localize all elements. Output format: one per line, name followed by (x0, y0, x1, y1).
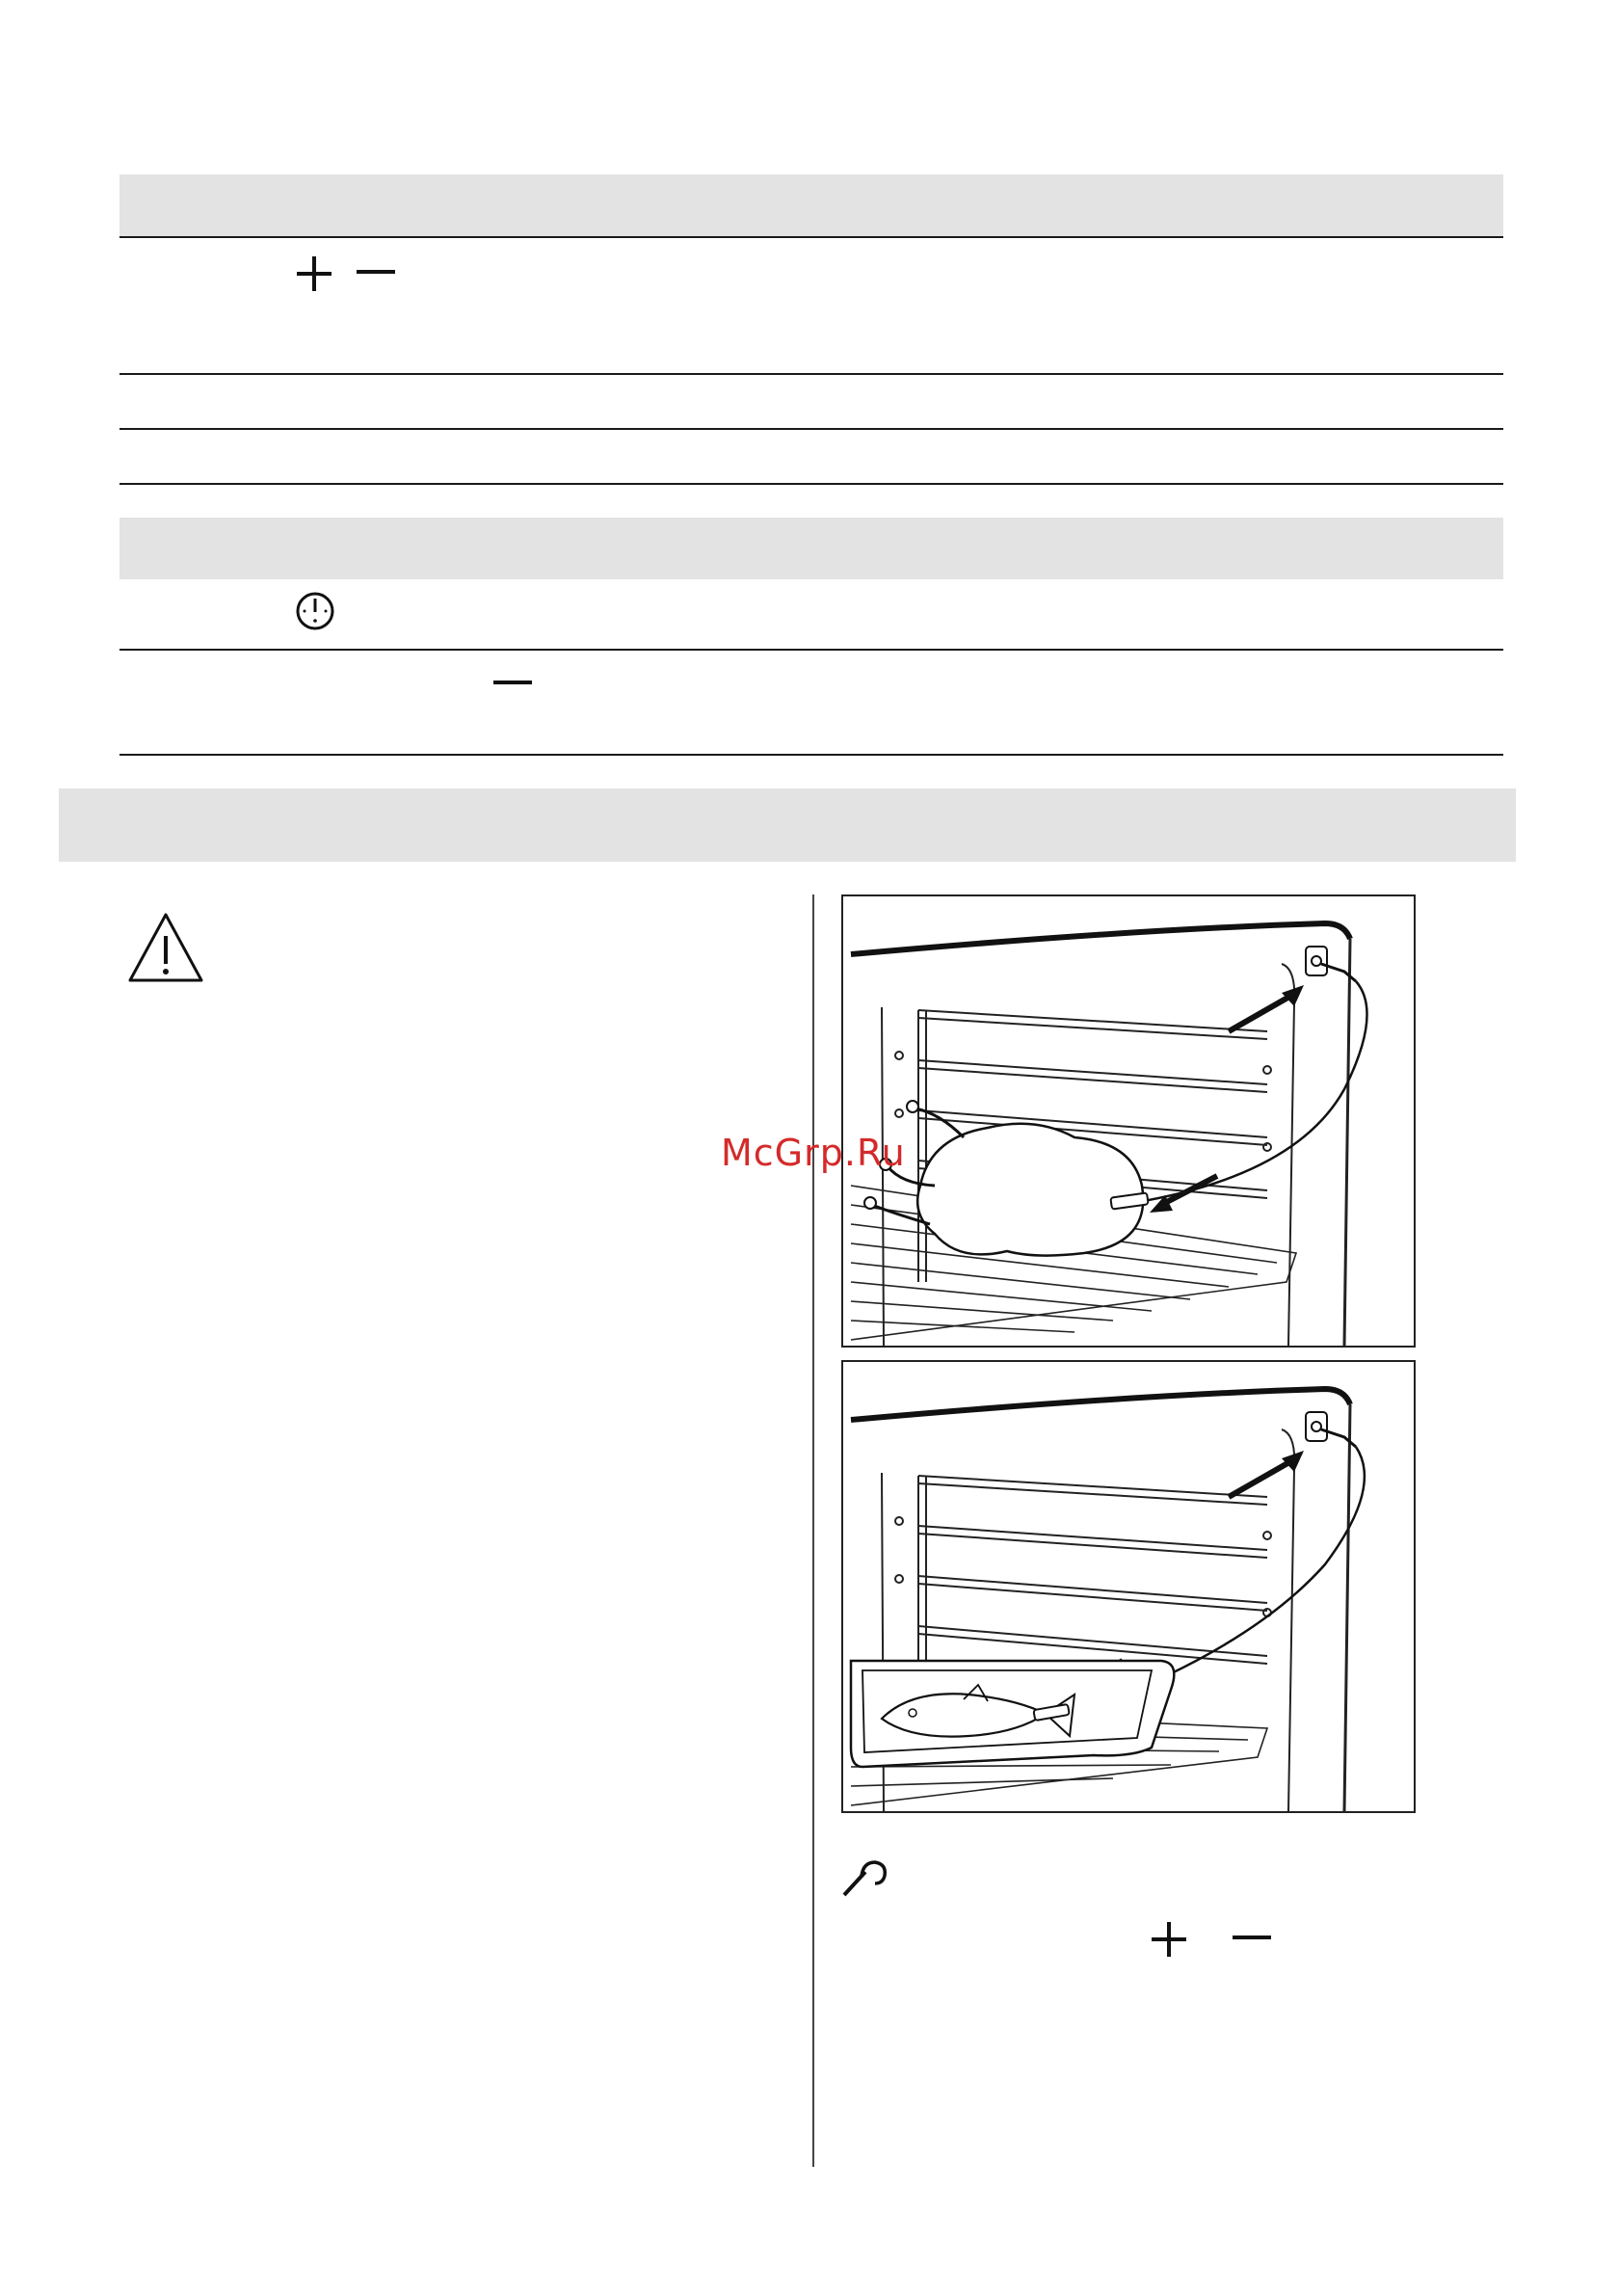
table-header-rule (119, 649, 1503, 651)
minus-icon (1231, 1920, 1273, 1959)
table-header-band (119, 518, 1503, 579)
minus-icon (491, 668, 534, 697)
plus-icon (1150, 1920, 1188, 1959)
section-heading-band (59, 788, 1516, 862)
table-header-band (119, 174, 1503, 236)
table-bottom-rule (119, 483, 1503, 485)
table-header-rule (119, 236, 1503, 238)
plus-icon (295, 254, 333, 293)
meat-probe-icon (838, 1858, 890, 1899)
figure-chicken-probe (841, 894, 1416, 1348)
table-row-divider (119, 373, 1503, 375)
clock-icon (295, 591, 335, 631)
column-divider (812, 894, 814, 2167)
table-bottom-rule (119, 754, 1503, 756)
table-row-divider (119, 428, 1503, 430)
figure-fish-probe (841, 1360, 1416, 1813)
minus-icon (355, 254, 397, 293)
watermark: McGrp.Ru (721, 1132, 906, 1174)
warning-triangle-icon (126, 911, 205, 984)
